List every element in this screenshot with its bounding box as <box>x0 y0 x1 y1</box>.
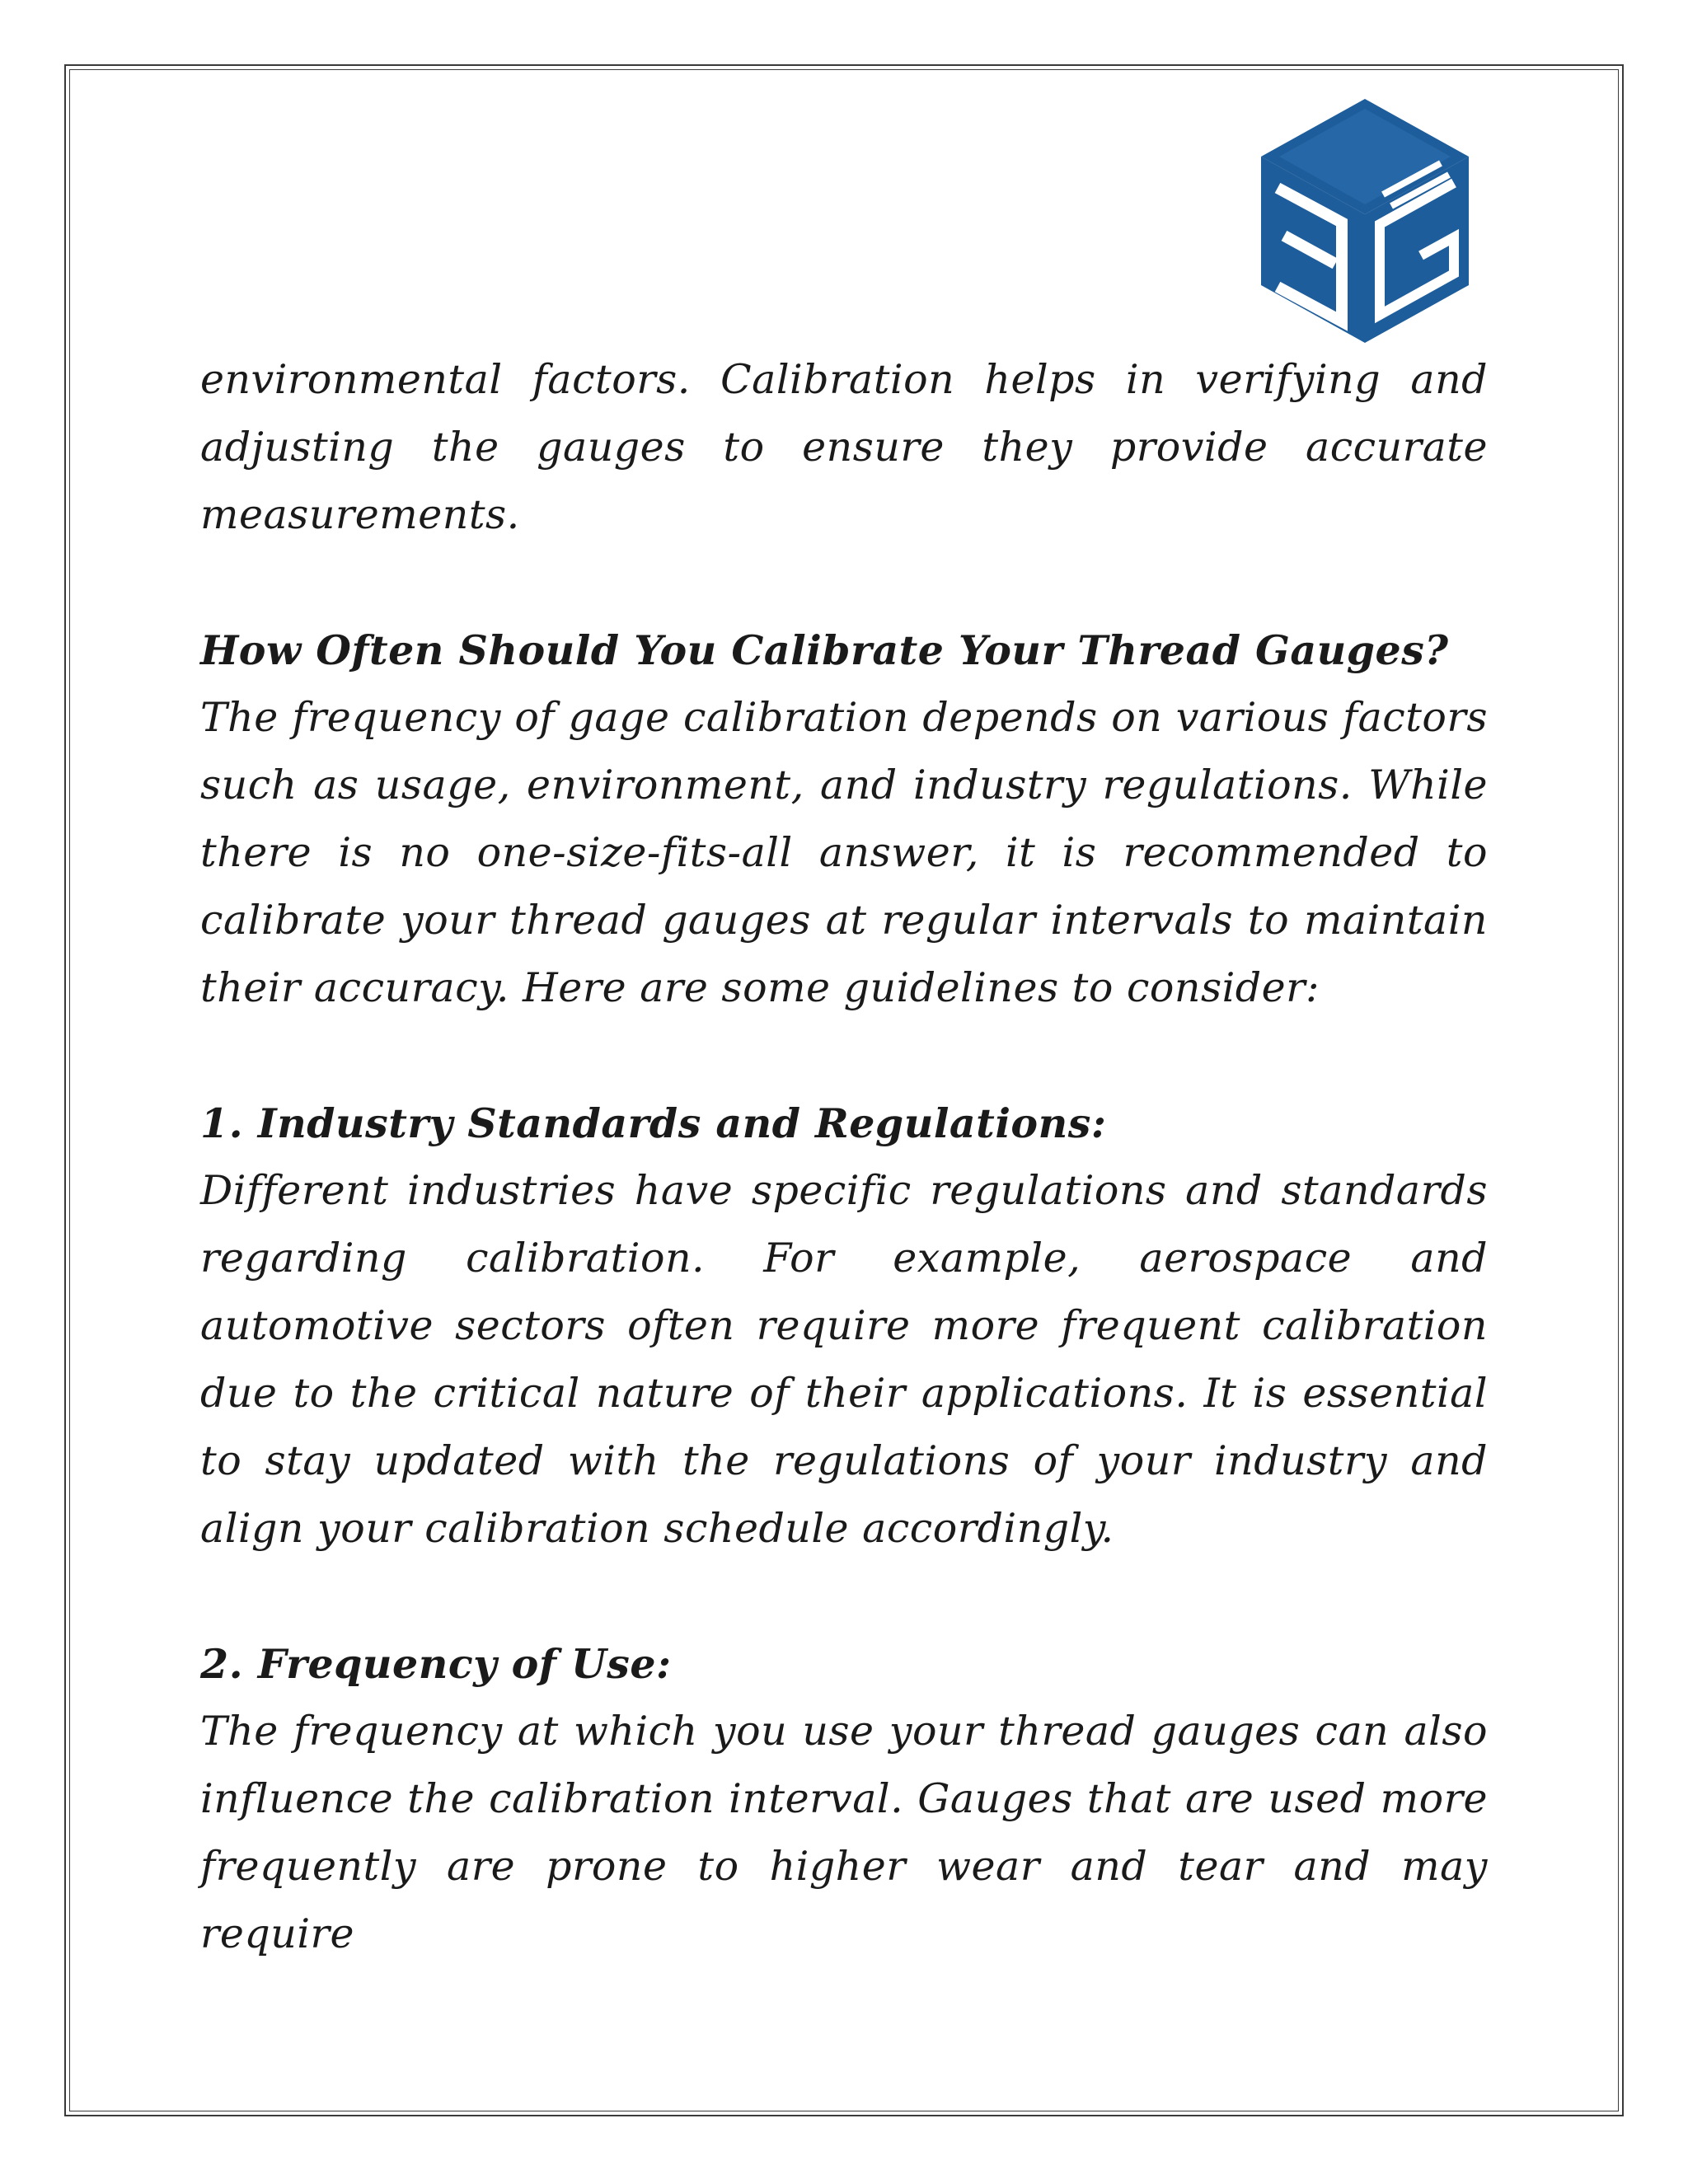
point1-heading: 1. Industry Standards and Regulations: <box>200 1099 1107 1147</box>
point2-paragraph: The frequency at which you use your thread gauges can also influence the calibration interval. Gauges that are used more frequently are prone to higher wear and tear and may require <box>200 1708 1488 1957</box>
paragraph-spacer <box>200 1022 1488 1090</box>
section-heading: How Often Should You Calibrate Your Thread Gauges? <box>200 626 1449 674</box>
paragraph-spacer <box>200 1563 1488 1630</box>
cube-logo-icon <box>1259 97 1470 344</box>
point2-heading: 2. Frequency of Use: <box>200 1640 672 1688</box>
document-body <box>200 346 1488 1968</box>
intro-paragraph: environmental factors. Calibration helps in verifying and adjusting the gauges to ensure they provide accurate measurements. <box>200 356 1488 538</box>
paragraph-spacer <box>200 549 1488 616</box>
point1-paragraph: Different industries have specific regulations and standards regarding calibration. For example, aerospace and automotive sectors often require more frequent calibration due to the critical nature of their applications. It is essential to stay updated with the regulations of your industry and align your calibration schedule accordingly. <box>200 1167 1488 1552</box>
section-paragraph: The frequency of gage calibration depends on various factors such as usage, environment, and industry regulations. While there is no one-size-fits-all answer, it is recommended to calibrate your thread gauges at regular intervals to maintain their accuracy. Here are some guidelines to consider: <box>200 694 1488 1011</box>
